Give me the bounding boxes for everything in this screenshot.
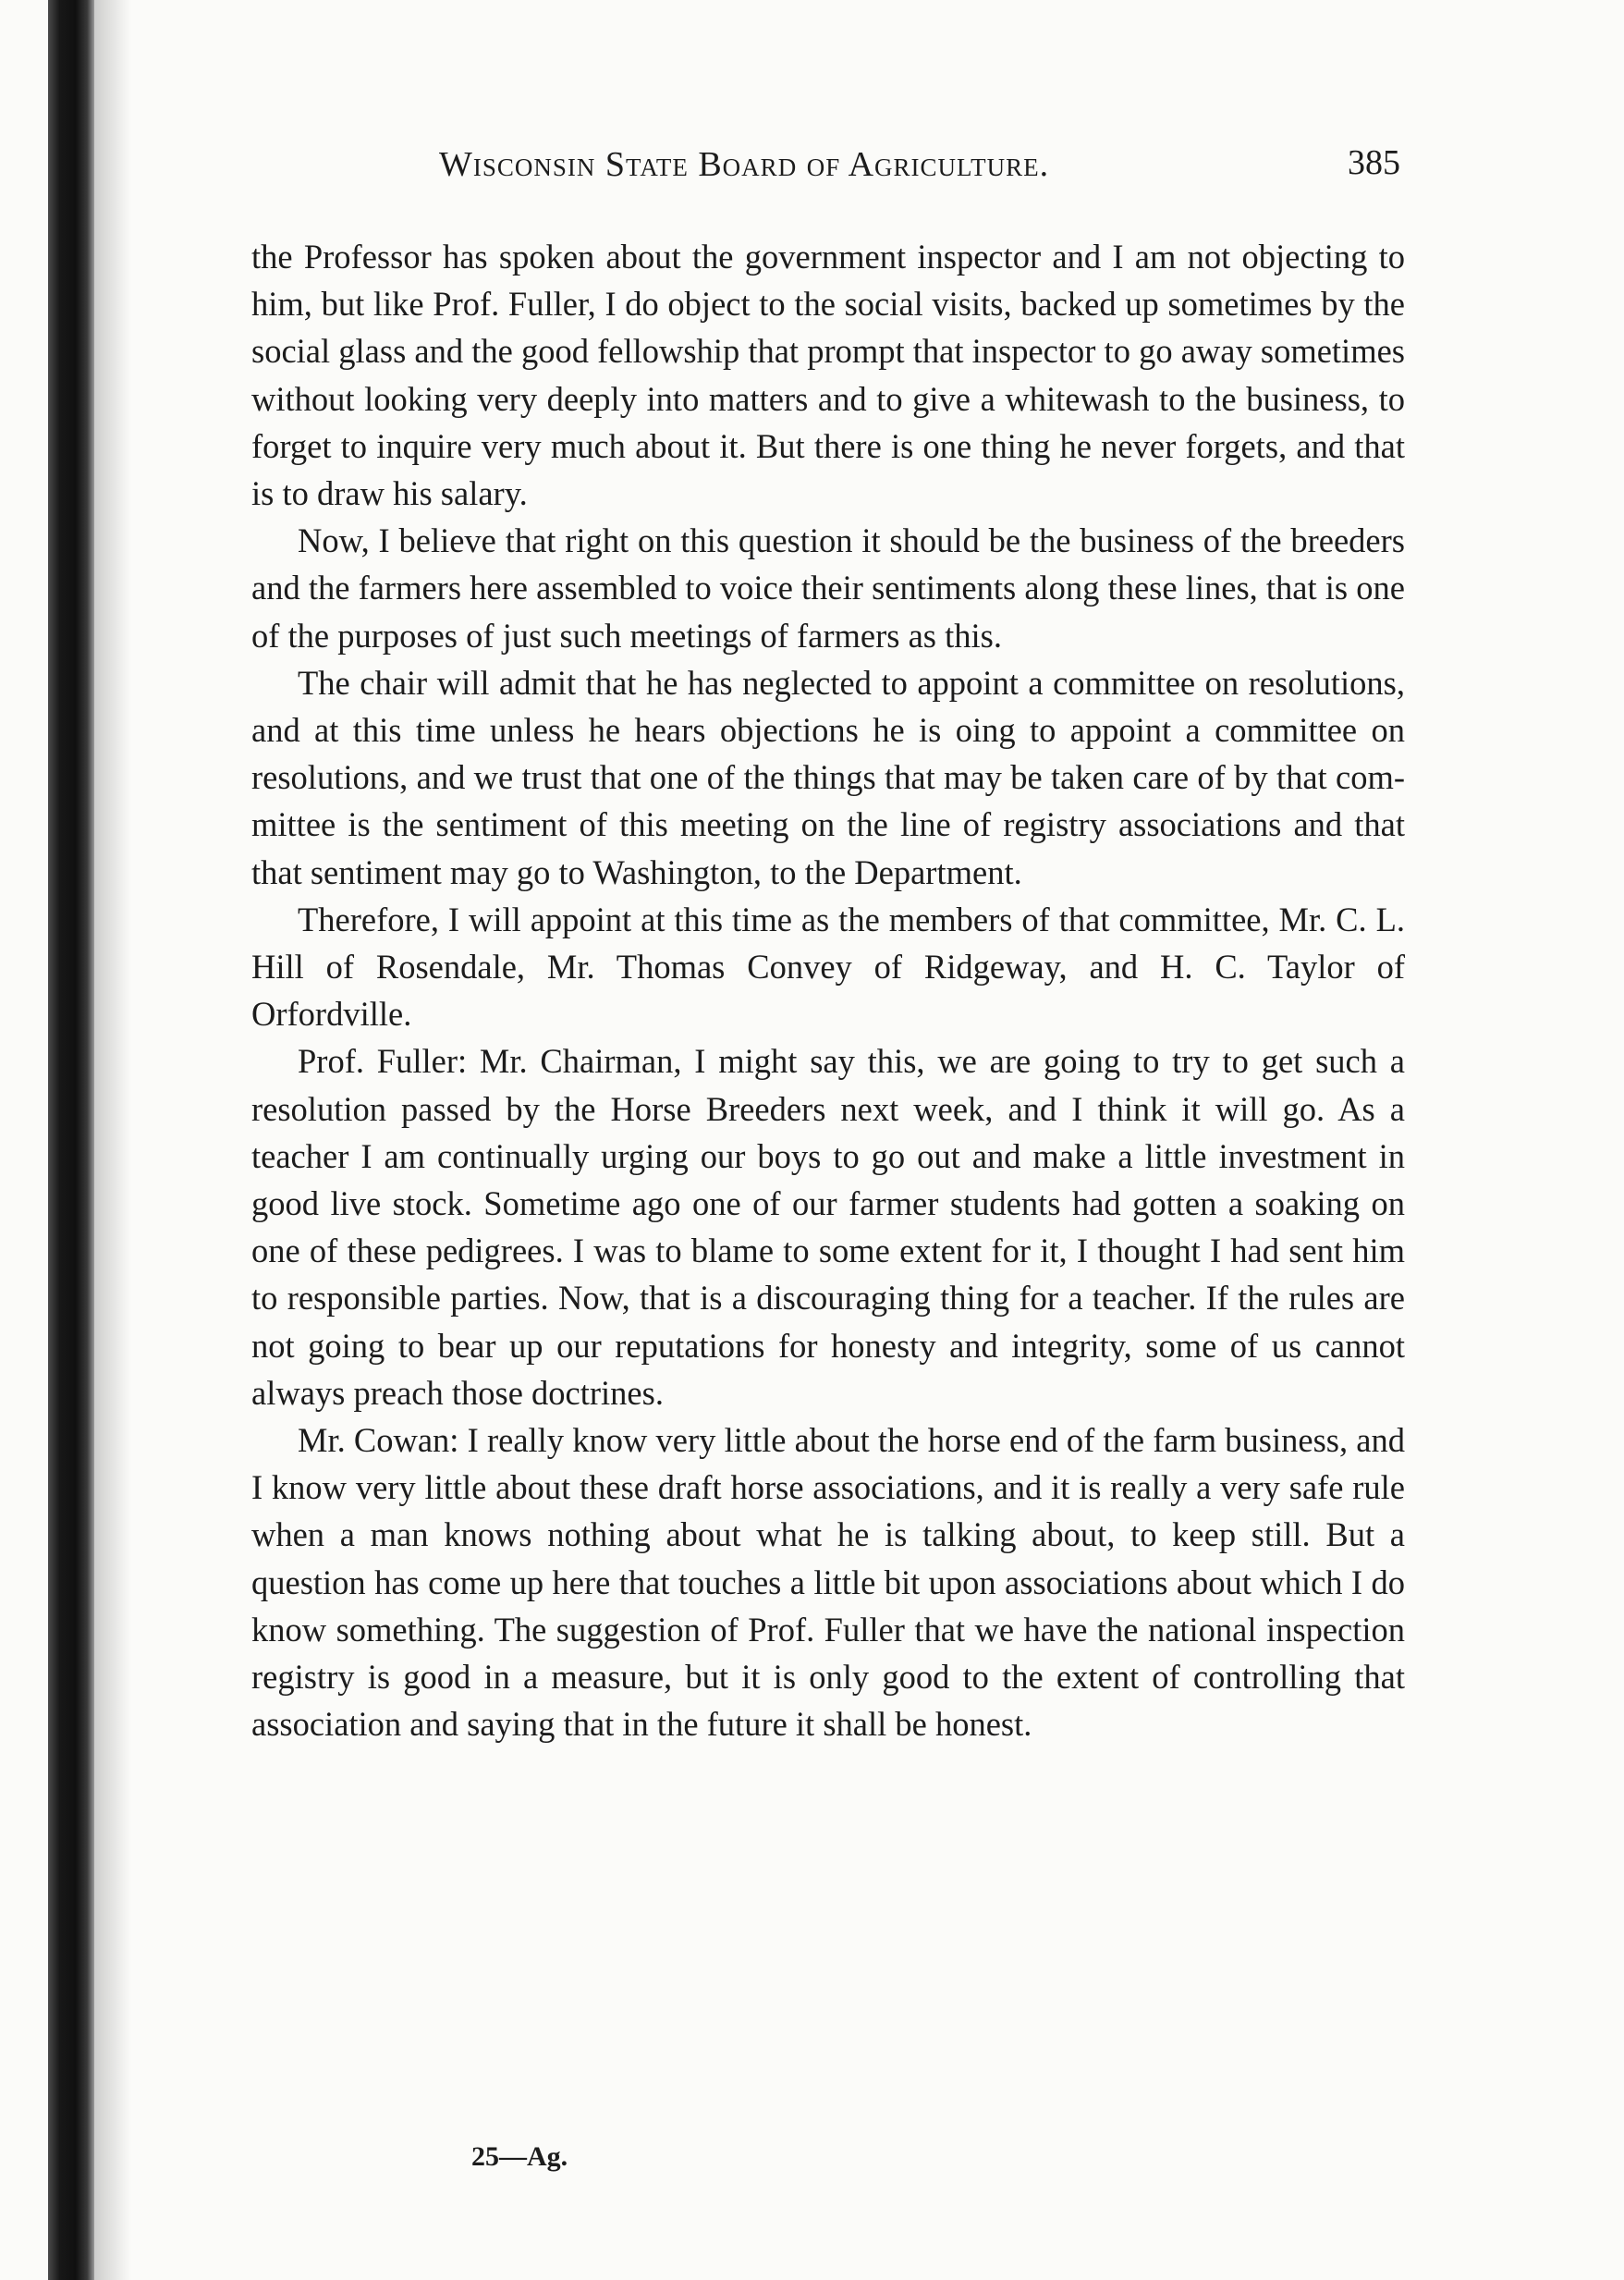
paragraph-continued: the Professor has spoken about the government inspector and I am not objecting to him, but like Prof. Fuller, I do object to the social visits, backed up sometimes by the social glass and the good fellowship that prompt that inspector to go away sometimes without looking very deeply into matters and to give a whitewash to the business, to forget to inquire very much about it. But there is one thing he never forgets, and that is to draw his salary. (251, 238, 1405, 513)
paragraph-breeders-sentiment: Now, I believe that right on this question it should be the business of the breeders and the farmers here assembled to voice their sentiments along these lines, that is one of the purposes of just such meetings of farmers as this. (251, 521, 1405, 655)
running-title: Wisconsin State Board of Agriculture. (439, 145, 1050, 184)
paragraph-committee-members: Therefore, I will appoint at this time as the members of that committee, Mr. C. L. Hill of Rosendale, Mr. Thomas Convey of Ridgeway, and H. C. Taylor of Orfordville. (251, 900, 1405, 1034)
body-text (251, 233, 1405, 1748)
paragraph-prof-fuller: Prof. Fuller: Mr. Chairman, I might say this, we are going to try to get such a resolution passed by the Horse Breeders next week, and I think it will go. As a teacher I am continually urging our boys to go out and make a little investment in good live stock. Sometime ago one of our farmer students had gotten a soaking on one of these pedigrees. I was to blame to some extent for it, I thought I had sent him to responsible parties. Now, that is a discouraging thing for a teacher. If the rules are not going to bear up our reputations for honesty and integrity, some of us cannot always preach those doctrines. (251, 1042, 1405, 1412)
gutter-shadow (94, 0, 131, 2280)
paragraph-mr-cowan: Mr. Cowan: I really know very little about the horse end of the farm business, and I know very little about these draft horse associations, and it is really a very safe rule when a man knows nothing about what he is talking about, to keep still. But a question has come up here that touches a little bit upon associations about which I do know something. The suggestion of Prof. Fuller that we have the national inspection registry is good in a measure, but it is only good to the extent of controlling that association and saying that in the future it shall be honest. (251, 1421, 1405, 1744)
page-header (254, 139, 1400, 194)
signature-mark: 25—Ag. (471, 2141, 568, 2172)
book-binding-edge (48, 0, 94, 2280)
page-number: 385 (1348, 143, 1400, 182)
paragraph-committee-resolutions: The chair will admit that he has neglected to appoint a committee on resolutions, and at this time unless he hears objections he is oing to appoint a committee on resolutions, and we trust that one of the things that may be taken care of by that committee is the sentiment of this meeting on the line of registry associations and that that sentiment may go to Washington, to the Department. (251, 663, 1405, 891)
